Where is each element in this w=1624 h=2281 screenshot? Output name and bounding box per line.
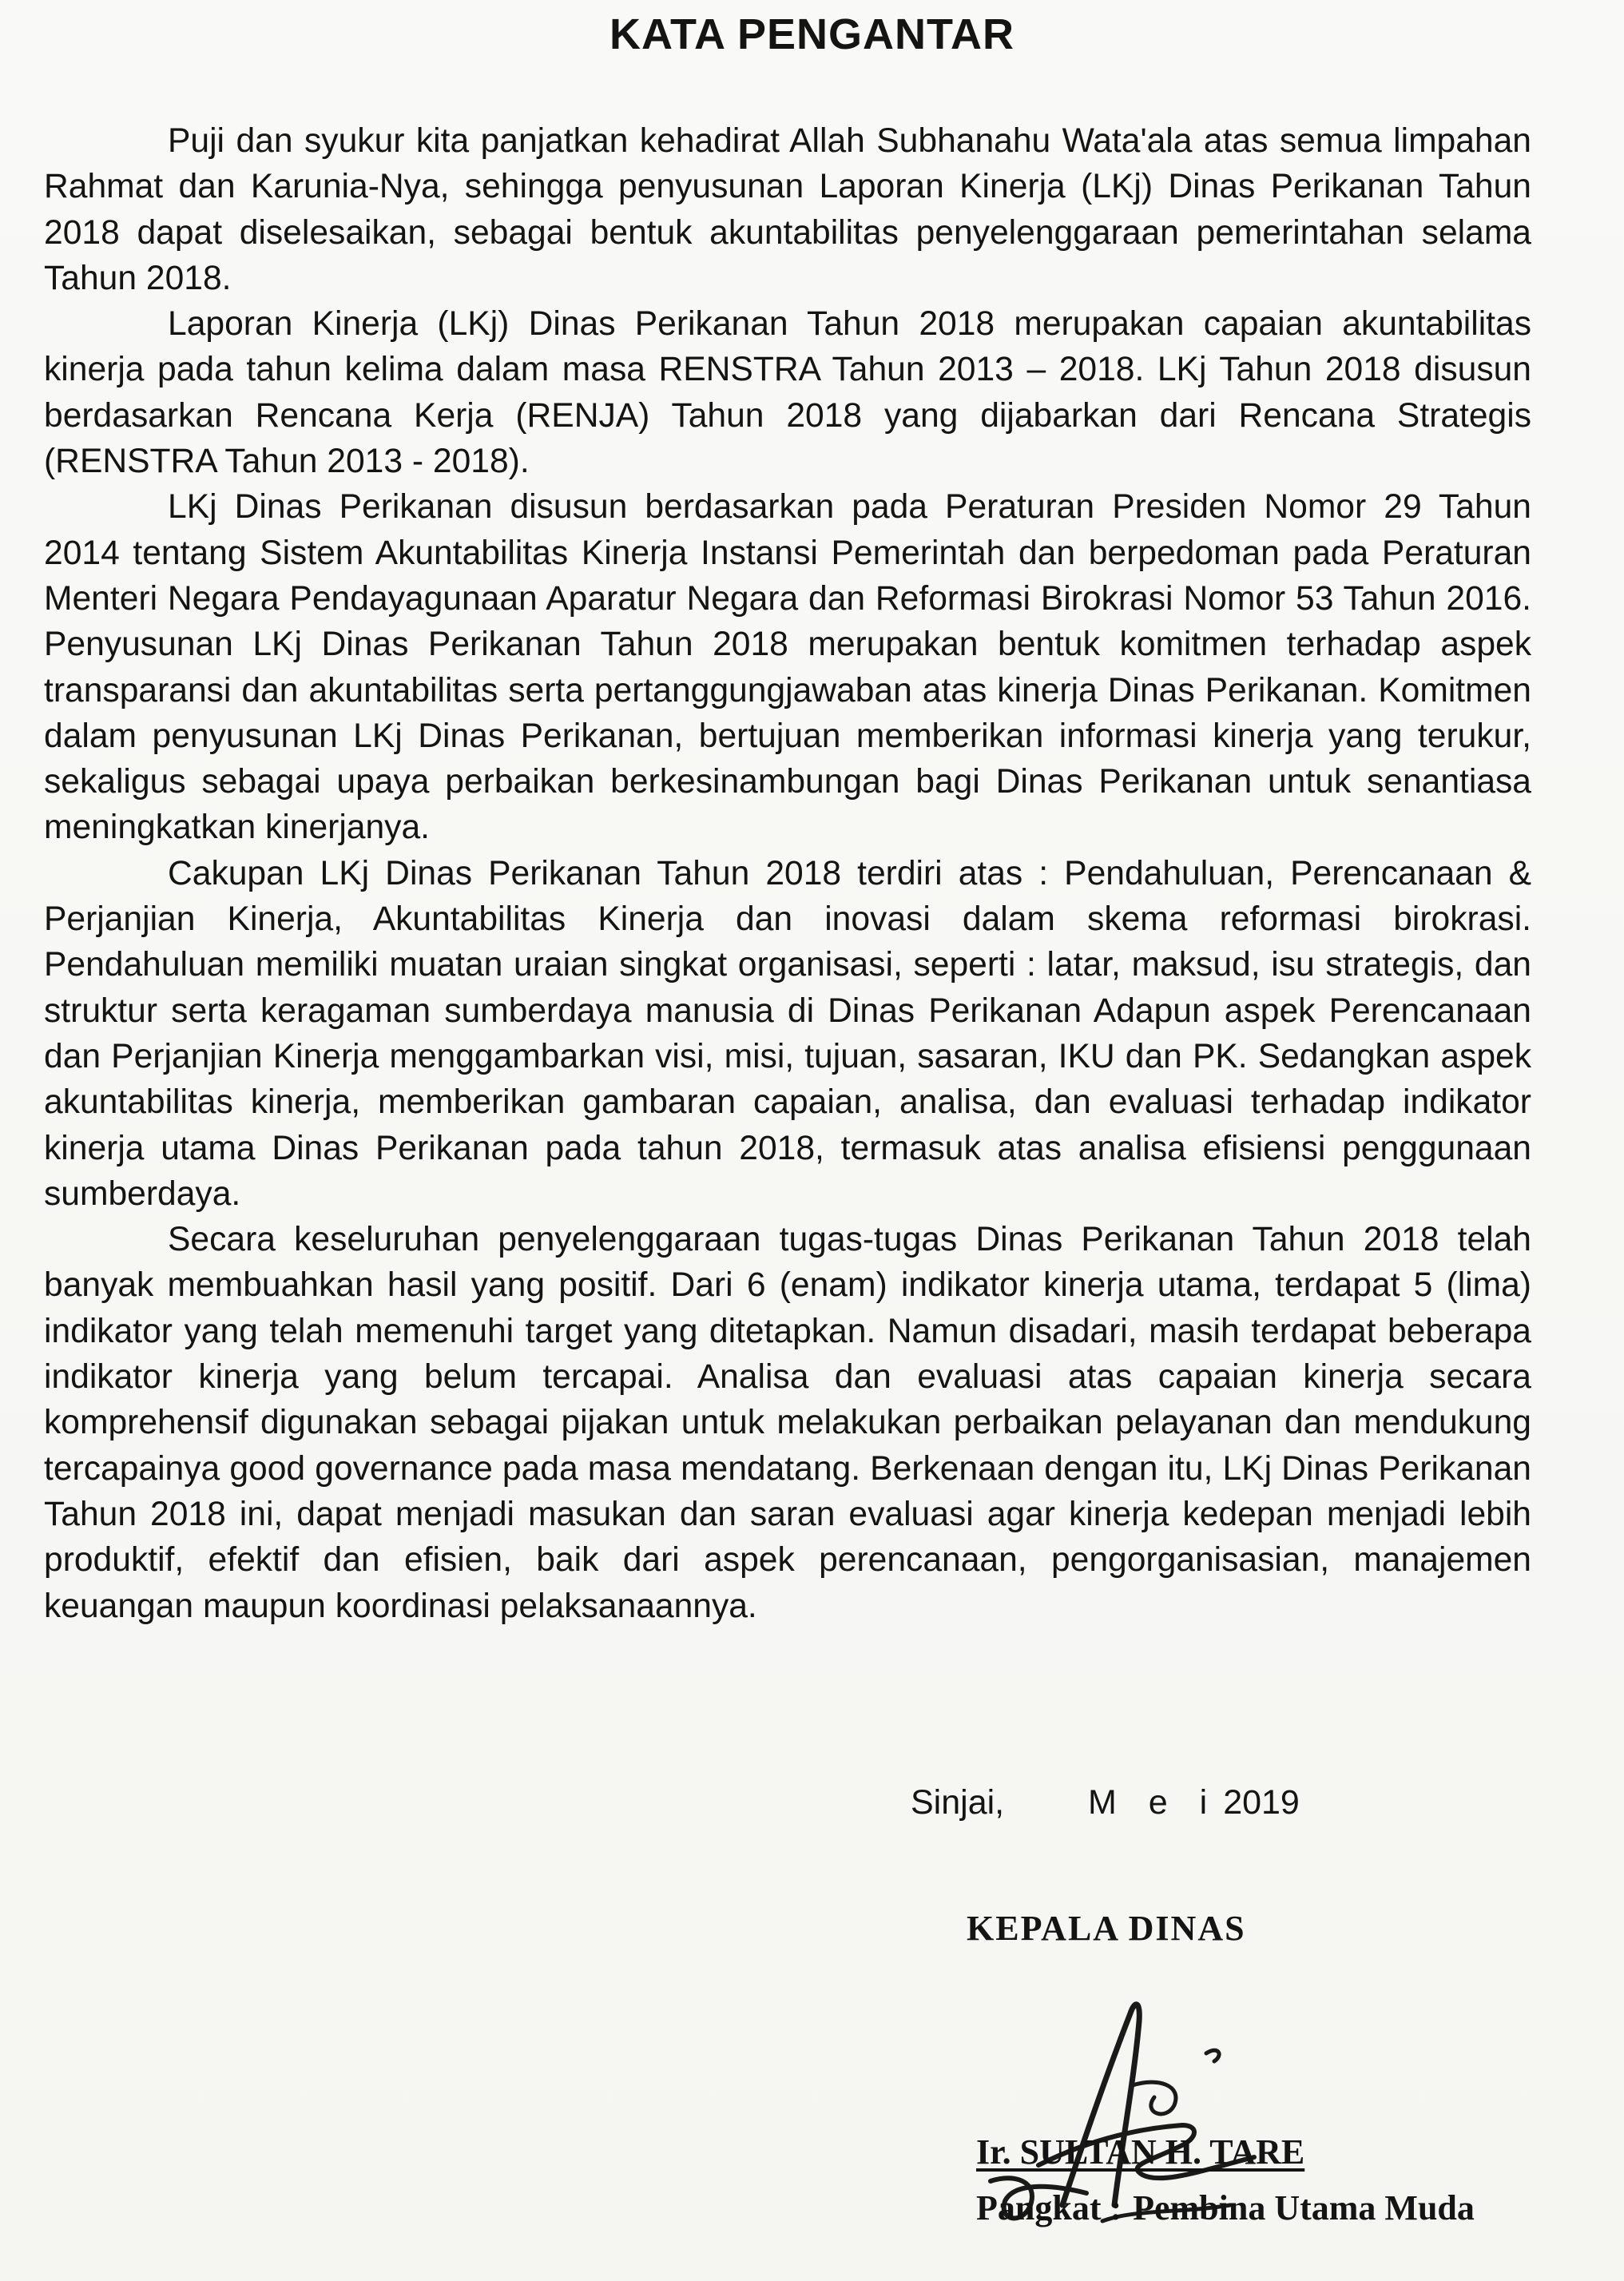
date-place: Sinjai, <box>911 1783 1005 1822</box>
date-line <box>911 1783 1300 1822</box>
rank-value: Pembina Utama Muda <box>1133 2188 1475 2227</box>
paragraph-2: Laporan Kinerja (LKj) Dinas Perikanan Tahun 2018 merupakan capaian akuntabilitas kinerja pada tahun kelima dalam masa RENSTRA Tahun 2013 – 2018. LKj Tahun 2018 disusun berdasarkan Rencana Kerja (RENJA) Tahun 2018 yang dijabarkan dari Rencana Strategis (RENSTRA Tahun 2013 - 2018). <box>44 304 1531 481</box>
page-title: KATA PENGANTAR <box>609 10 1015 58</box>
rank-label: Pangkat : <box>976 2188 1122 2227</box>
paragraph-1: Puji dan syukur kita panjatkan kehadirat Allah Subhanahu Wata'ala atas semua limpahan Rahmat dan Karunia-Nya, sehingga penyusunan Laporan Kinerja (LKj) Dinas Perikanan Tahun 2018 dapat diselesaikan, sebagai bentuk akuntabilitas penyelenggaraan pemerintahan selama Tahun 2018. <box>44 121 1531 297</box>
signatory-name: Ir. SULTAN H. TARE <box>976 2132 1305 2172</box>
date-month: M e i <box>1088 1783 1219 1822</box>
signatory-rank <box>976 2188 1475 2228</box>
document-body <box>44 118 1531 1629</box>
signatory-role: KEPALA DINAS <box>967 1909 1246 1948</box>
paragraph-3: LKj Dinas Perikanan disusun berdasarkan pada Peraturan Presiden Nomor 29 Tahun 2014 tentang Sistem Akuntabilitas Kinerja Instansi Pemerintah dan berpedoman pada Peraturan Menteri Negara Pendayagunaan Aparatur Negara dan Reformasi Birokrasi Nomor 53 Tahun 2016. Penyusunan LKj Dinas Perikanan Tahun 2018 merupakan bentuk komitmen terhadap aspek transparansi dan akuntabilitas serta pertanggungjawaban atas kinerja Dinas Perikanan. Komitmen dalam penyusunan LKj Dinas Perikanan, bertujuan memberikan informasi kinerja yang terukur, sekaligus sebagai upaya perbaikan berkesinambungan bagi Dinas Perikanan untuk senantiasa meningkatkan kinerjanya. <box>44 487 1531 847</box>
paragraph-5: Secara keseluruhan penyelenggaraan tugas-tugas Dinas Perikanan Tahun 2018 telah banyak membuahkan hasil yang positif. Dari 6 (enam) indikator kinerja utama, terdapat 5 (lima) indikator yang telah memenuhi target yang ditetapkan. Namun disadari, masih terdapat beberapa indikator kinerja yang belum tercapai. Analisa dan evaluasi atas capaian kinerja secara komprehensif digunakan sebagai pijakan untuk melakukan perbaikan pelayanan dan mendukung tercapainya good governance pada masa mendatang. Berkenaan dengan itu, LKj Dinas Perikanan Tahun 2018 ini, dapat menjadi masukan dan saran evaluasi agar kinerja kedepan menjadi lebih produktif, efektif dan efisien, baik dari aspek perencanaan, pengorganisasian, manajemen keuangan maupun koordinasi pelaksanaannya. <box>44 1220 1531 1625</box>
paragraph-4: Cakupan LKj Dinas Perikanan Tahun 2018 terdiri atas : Pendahuluan, Perencanaan & Perjanjian Kinerja, Akuntabilitas Kinerja dan inovasi dalam skema reformasi birokrasi. Pendahuluan memiliki muatan uraian singkat organisasi, seperti : latar, maksud, isu strategis, dan struktur serta keragaman sumberdaya manusia di Dinas Perikanan Adapun aspek Perencanaan dan Perjanjian Kinerja menggambarkan visi, misi, tujuan, sasaran, IKU dan PK. Sedangkan aspek akuntabilitas kinerja, memberikan gambaran capaian, analisa, dan evaluasi terhadap indikator kinerja utama Dinas Perikanan pada tahun 2018, termasuk atas analisa efisiensi penggunaan sumberdaya. <box>44 853 1531 1213</box>
date-year: 2019 <box>1223 1783 1300 1822</box>
